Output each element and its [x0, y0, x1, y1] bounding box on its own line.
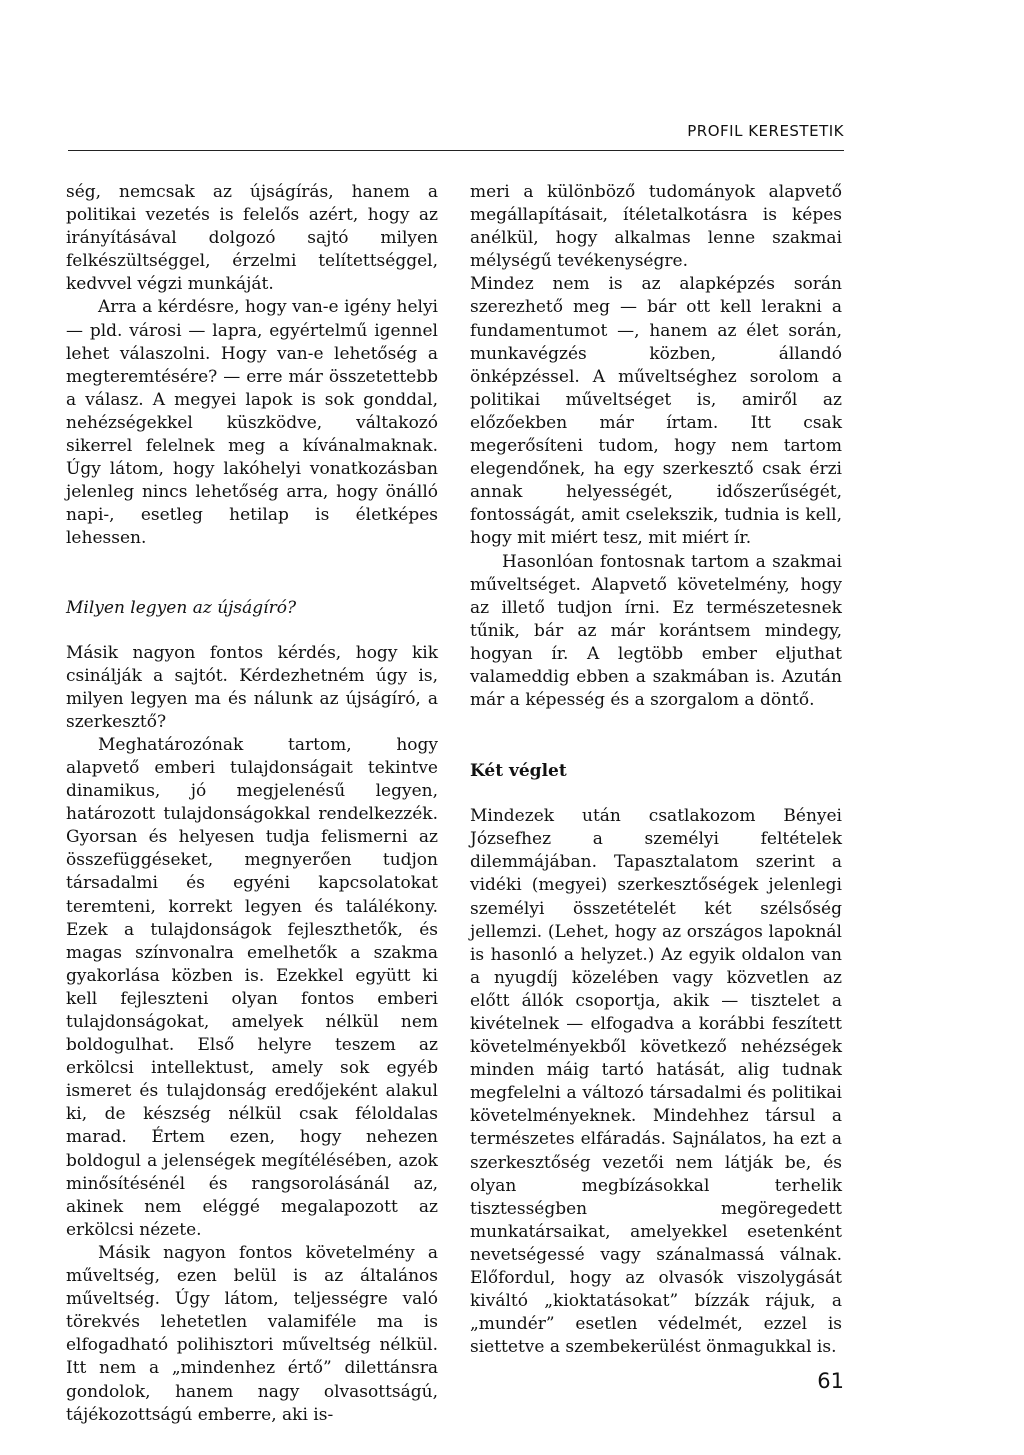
page-number: 61 — [817, 1369, 844, 1393]
paragraph: Másik nagyon fontos kérdés, hogy kik csinálják a sajtót. Kérdezhetném úgy is, milyen legyen ma és nálunk az újságíró, a szerkesztő? — [66, 642, 438, 732]
right-column — [470, 181, 842, 1359]
section-heading: Két véglet — [470, 761, 567, 782]
paragraph: Mindezek után csatlakozom Bényei Józsefhez a személyi feltételek dilemmájában. Tapasztalatom szerint a vidéki (megyei) szerkesztőségek jelenlegi személyi összetételét két szélsőség jellemzi. (Lehet, hogy az országos lapoknál is hasonló a helyzet.) Az egyik oldalon van a nyugdíj közelében vagy közvetlen az előtt állók csoportja, akik — tisztelet a kivételnek — elfogadva a korábbi feszített követelményekből következő nehézségek minden máig tartó hatását, alig tudnak megfelelni a változó társadalmi és politikai követelményeknek. Mindehhez társul a természetes elfáradás. Sajnálatos, ha ezt a szerkesztőség vezetői nem látják be, és olyan megbízásokkal terhelik tisztességben megöregedett munkatársaikat, amelyekkel esetenként nevetségessé vagy szánalmassá válnak. Előfordul, hogy az olvasók viszolygását kiváltó „kioktatásokat” bízzák rájuk, a „mundér” esetlen védelmét, ezzel is siettetve a szembekerülést önmagukkal is. — [470, 806, 842, 1358]
spacer — [66, 620, 438, 642]
left-column — [66, 181, 438, 1427]
header-rule — [68, 150, 844, 151]
paragraph: Arra a kérdésre, hogy van-e igény helyi — pld. városi — lapra, egyértelmű igennel lehet válaszolni. Hogy van-e lehetőség a megteremtésére? — erre már összetettebb a válasz. A megyei lapok is sok gonddal, nehézségekkel küszködve, váltakozó sikerrel felelnek meg a kívánalmaknak. Úgy látom, hogy lakóhelyi vonatkozásban jelenleg nincs lehetőség arra, hogy önálló napi-, esetleg hetilap is életképes lehessen. — [66, 297, 438, 549]
paragraph: meri a különböző tudományok alapvető megállapításait, ítéletalkotásra is képes anélkül, hogy alkalmas lenne szakmai mélységű tevékenységre. — [470, 182, 842, 272]
running-header: PROFIL KERESTETIK — [687, 122, 844, 140]
spacer — [470, 783, 842, 805]
paragraph: ség, nemcsak az újságírás, hanem a politikai vezetés is felelős azért, hogy az irányításával dolgozó sajtó milyen felkészültséggel, érzelmi telítettséggel, kedvvel végzi munkáját. — [66, 182, 438, 295]
section-heading: Milyen legyen az újságíró? — [66, 597, 297, 618]
spacer — [470, 712, 842, 760]
paragraph: Másik nagyon fontos követelmény a műveltség, ezen belül is az általános műveltség. Úgy látom, teljességre való törekvés lehetetlen valamiféle ma is elfogadható polihisztori műveltség nélkül. Itt nem a „mindenhez értő” dilettánsra gondolok, hanem nagy olvasottságú, tájékozottságú emberre, aki is- — [66, 1242, 438, 1425]
spacer — [66, 551, 438, 597]
paragraph: Mindez nem is az alapképzés során szerezhető meg — bár ott kell lerakni a fundamentumot —, hanem az élet során, munkavégzés közben, állandó önképzéssel. A műveltséghez sorolom a politikai műveltséget is, amiről az előzőekben már írtam. Itt csak megerősíteni tudom, hogy nem tartom elegendőnek, ha egy szerkesztő csak érzi annak helyességét, időszerűségét, fontosságát, amit cselekszik, tudnia is kell, hogy mit miért tesz, mit miért ír. — [470, 274, 842, 549]
paragraph: Meghatározónak tartom, hogy alapvető emberi tulajdonságait tekintve dinamikus, jó megjelenésű legyen, határozott tulajdonságokkal rendelkezzék. Gyorsan és helyesen tudja felismerni az összefüggéseket, megnyerően tudjon társadalmi és egyéni kapcsolatokat teremteni, korrekt legyen és találékony. Ezek a tulajdonságok fejleszthetők, és magas színvonalra emelhetők a szakma gyakorlása közben is. Ezekkel együtt ki kell fejleszteni olyan fontos emberi tulajdonságokat, amelyek nélkül nem boldogulhat. Első helyre teszem az erkölcsi intellektust, amely sok egyéb ismeret és tulajdonság eredőjeként alakul ki, de készség nélkül csak féloldalas marad. Értem ezen, hogy nehezen boldogul a jelenségek megítélésében, azok minősítésénél és rangsorolásánál az, akinek nem eléggé megalapozott az erkölcsi nézete. — [66, 734, 438, 1240]
paragraph: Hasonlóan fontosnak tartom a szakmai műveltséget. Alapvető követelmény, hogy az illető tudjon írni. Ez természetesnek tűnik, bár az már korántsem mindegy, hogyan ír. A legtöbb ember eljuthat valameddig ebben a szakmában is. Azután már a képesség és a szorgalom a döntő. — [470, 551, 842, 711]
